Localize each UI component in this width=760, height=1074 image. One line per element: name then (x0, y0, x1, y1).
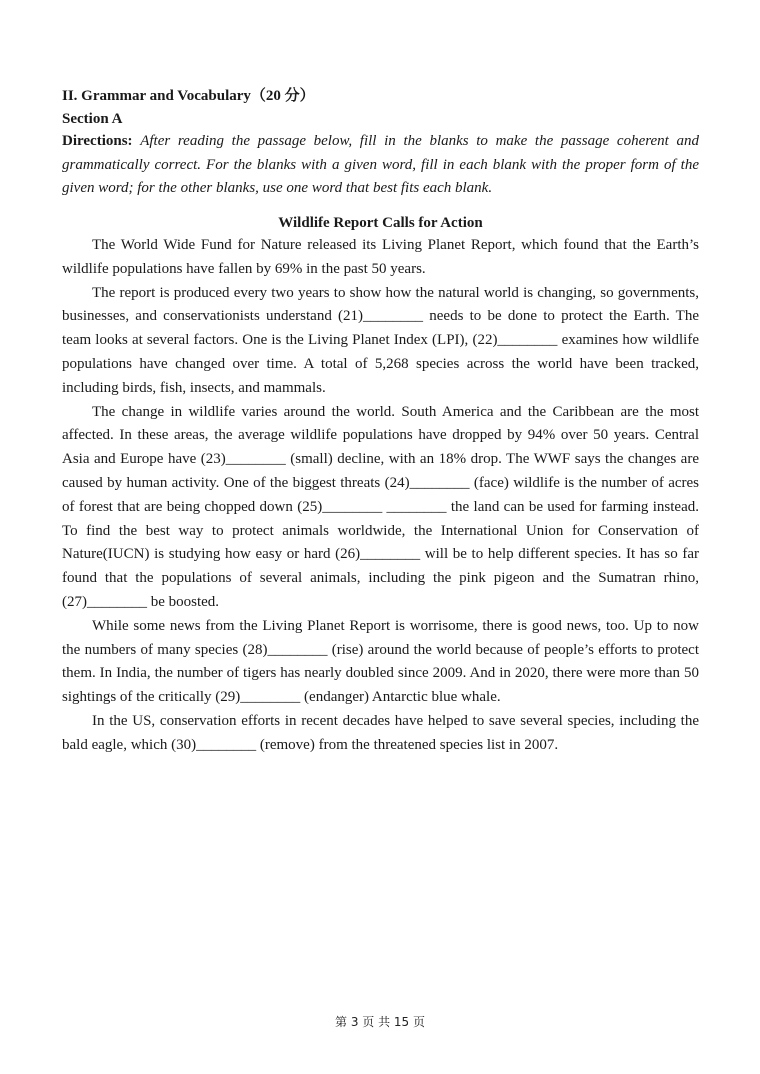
passage-title: Wildlife Report Calls for Action (278, 215, 483, 231)
passage-body (62, 234, 699, 758)
directions (62, 130, 699, 201)
directions-text: After reading the passage below, fill in the blanks to make the passage coherent and grammatically correct. For the blanks with a given word, fill in each blank with the proper form of the given word; for the other blanks, use one word that best fits each blank. (62, 133, 699, 196)
passage-paragraph: In the US, conservation efforts in recent decades have helped to save several species, including the bald eagle, which (30)________ (remove) from the threatened species list in 2007. (62, 712, 699, 753)
passage-paragraph: The report is produced every two years to show how the natural world is changing, so governments, businesses, and conservationists understand (21)________ needs to be done to protect the Earth. The team looks at several factors. One is the Living Planet Index (LPI), (22)________ examines how wildlife populations have changed over time. A total of 5,268 species across the world have been tracked, including birds, fish, insects, and mammals. (62, 284, 699, 396)
section-subheading: Section A (62, 111, 123, 127)
passage-paragraph: While some news from the Living Planet Report is worrisome, there is good news, too. Up to now the numbers of many species (28)________ (rise) around the world because of people’s efforts to protect them. In India, the number of tigers has nearly doubled since 2009. And in 2020, there were more than 50 sightings of the critically (29)________ (endanger) Antarctic blue whale. (62, 617, 699, 706)
passage-paragraph: The change in wildlife varies around the world. South America and the Caribbean are the most affected. In these areas, the average wildlife populations have dropped by 94% over 50 years. Central Asia and Europe have (23)________ (small) decline, with an 18% drop. The WWF says the changes are caused by human activity. One of the biggest threats (24)________ (face) wildlife is the number of acres of forest that are being chopped down (25)________ ________ the land can be used for farming instead. To find the best way to protect animals worldwide, the International Union for Conservation of Nature(IUCN) is studying how easy or hard (26)________ will be to help different species. It has so far found that the populations of several animals, including the pink pigeon and the Sumatran rhino, (27)________ be boosted. (62, 403, 699, 610)
directions-label: Directions: (62, 133, 133, 149)
section-heading: II. Grammar and Vocabulary（20 分） (62, 88, 315, 104)
passage-paragraph: The World Wide Fund for Nature released its Living Planet Report, which found that the Earth’s wildlife populations have fallen by 69% in the past 50 years. (62, 237, 699, 277)
page-number-footer: 第 3 页 共 15 页 (335, 1015, 425, 1029)
